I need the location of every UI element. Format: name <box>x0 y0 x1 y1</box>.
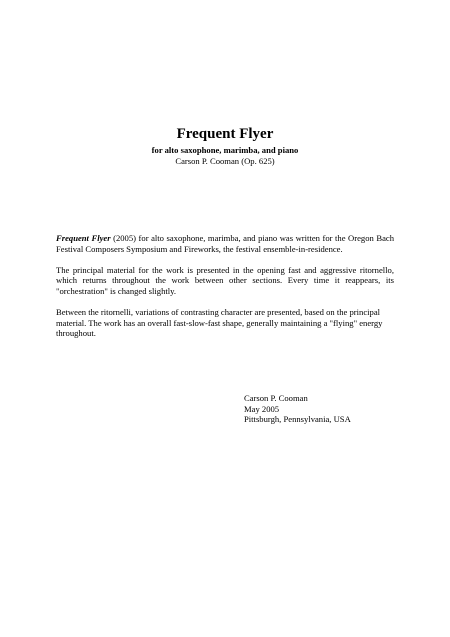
notes-paragraph-1 <box>56 233 394 254</box>
signature-date: May 2005 <box>244 403 280 414</box>
composer-opus-line: Carson P. Cooman (Op. 625) <box>175 156 275 166</box>
signature-block <box>244 393 351 425</box>
instrumentation-subtitle: for alto saxophone, marimba, and piano <box>151 145 299 155</box>
notes-paragraph-1-text: (2005) for alto saxophone, marimba, and piano was written for the Oregon Bach Festival Composers Symposium and Fireworks, the festival ensemble-in-residence. <box>56 233 394 254</box>
notes-paragraph-2: The principal material for the work is presented in the opening fast and aggressive ritornello, which returns throughout the work between other sections. Every time it reappears, its "orchestration" is changed slightly. <box>56 264 394 296</box>
work-title-inline: Frequent Flyer <box>56 233 111 243</box>
program-notes <box>56 233 394 350</box>
page-title: Frequent Flyer <box>176 126 274 142</box>
signature-name: Carson P. Cooman <box>244 393 308 403</box>
signature-place: Pittsburgh, Pennsylvania, USA <box>244 414 351 425</box>
notes-paragraph-3: Between the ritornelli, variations of contrasting character are presented, based on the principal material. The work has an overall fast-slow-fast shape, generally maintaining a "flying" energy throughout. <box>56 307 383 339</box>
